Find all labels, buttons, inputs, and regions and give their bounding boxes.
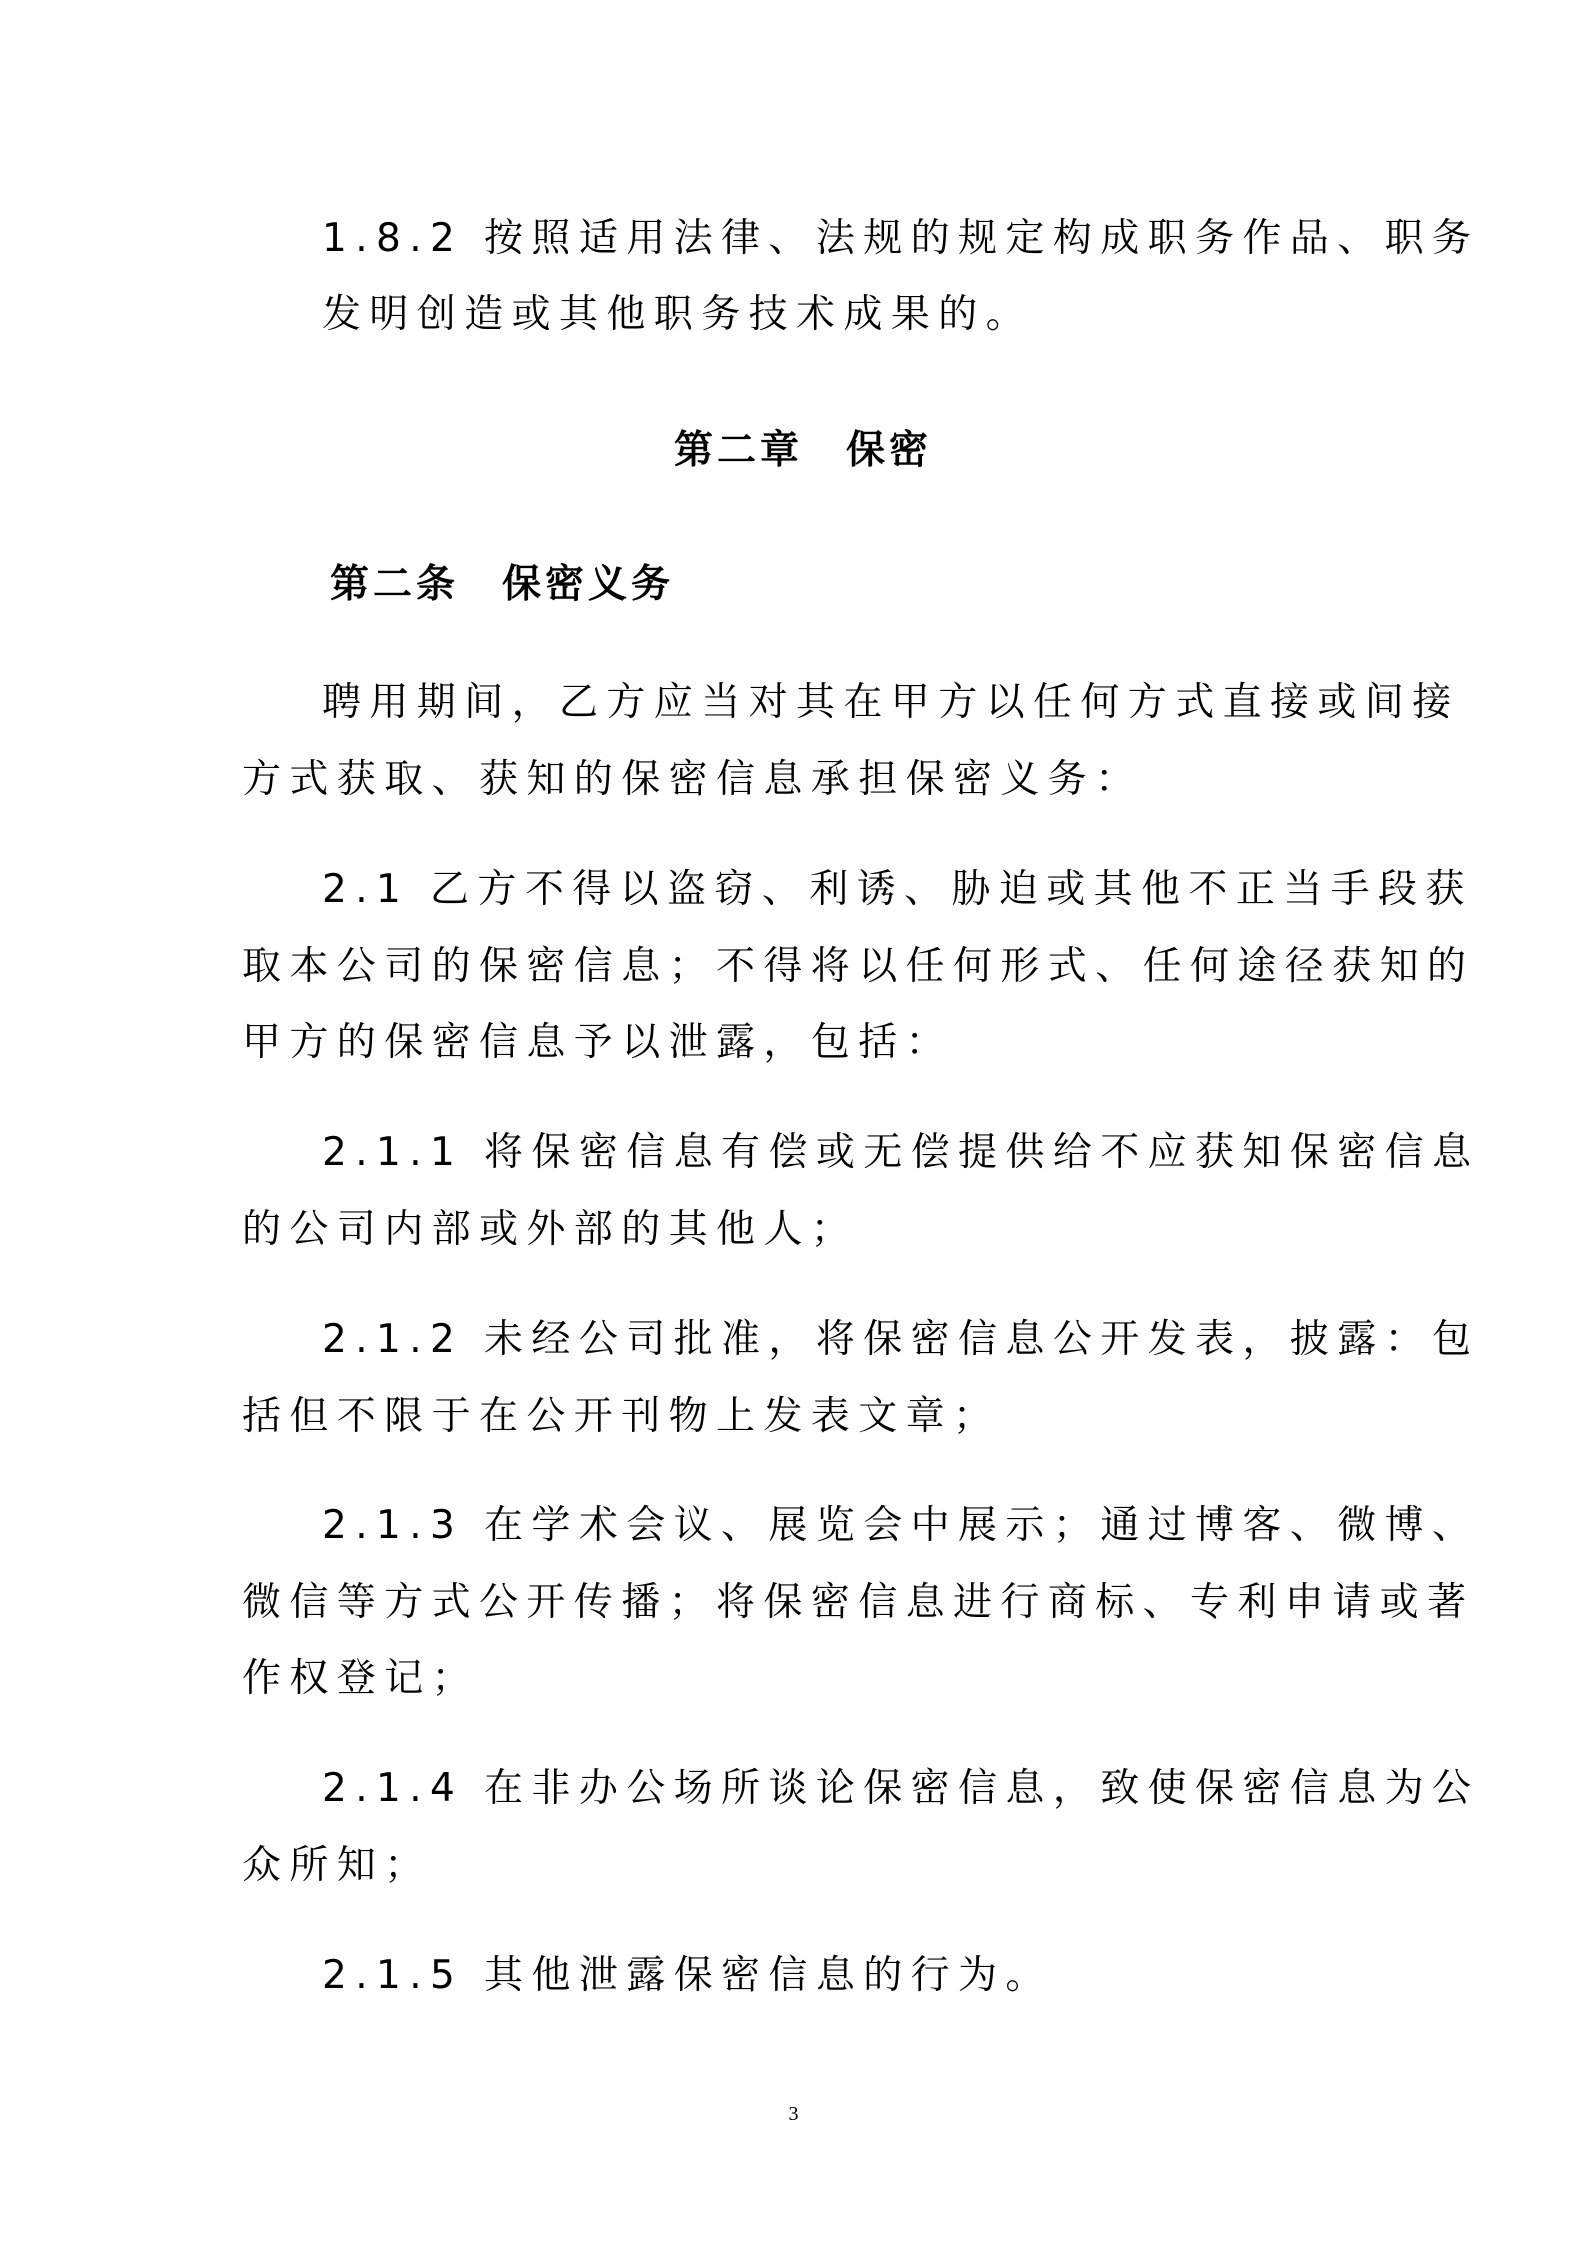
clause-2-1-line-1: 2.1 乙方不得以盗窃、利诱、胁迫或其他不正当手段获 [322, 867, 1473, 912]
clause-1-8-2-line-2: 发明创造或其他职务技术成果的。 [322, 292, 1034, 337]
clause-2-1-4-line-2: 众所知； [242, 1843, 432, 1888]
clause-2-1-3-line-2: 微信等方式公开传播；将保密信息进行商标、专利申请或著 [242, 1580, 1475, 1625]
clause-2-1-2-line-1: 2.1.2 未经公司批准，将保密信息公开发表，披露：包 [322, 1317, 1480, 1362]
clause-2-1-1-line-1: 2.1.1 将保密信息有偿或无偿提供给不应获知保密信息 [322, 1130, 1480, 1175]
intro-paragraph-line-1: 聘用期间，乙方应当对其在甲方以任何方式直接或间接 [322, 680, 1460, 725]
clause-2-1-line-2: 取本公司的保密信息；不得将以任何形式、任何途径获知的 [242, 944, 1475, 989]
intro-paragraph-line-2: 方式获取、获知的保密信息承担保密义务： [242, 757, 1143, 802]
clause-2-1-2-line-2: 括但不限于在公开刊物上发表文章； [242, 1394, 1001, 1439]
clause-1-8-2-line-1: 1.8.2 按照适用法律、法规的规定构成职务作品、职务 [322, 216, 1480, 261]
article-heading: 第二条 保密义务 [330, 561, 675, 607]
clause-2-1-4-line-1: 2.1.4 在非办公场所谈论保密信息，致使保密信息为公 [322, 1766, 1480, 1811]
clause-2-1-3-line-1: 2.1.3 在学术会议、展览会中展示；通过博客、微博、 [322, 1503, 1480, 1548]
clause-2-1-1-line-2: 的公司内部或外部的其他人； [242, 1207, 859, 1252]
clause-2-1-3-line-3: 作权登记； [242, 1656, 480, 1701]
clause-2-1-line-3: 甲方的保密信息予以泄露，包括： [242, 1020, 954, 1065]
page-number: 3 [788, 2103, 799, 2125]
chapter-heading: 第二章 保密 [674, 427, 933, 473]
clause-2-1-5-line-1: 2.1.5 其他泄露保密信息的行为。 [322, 1953, 1053, 1998]
